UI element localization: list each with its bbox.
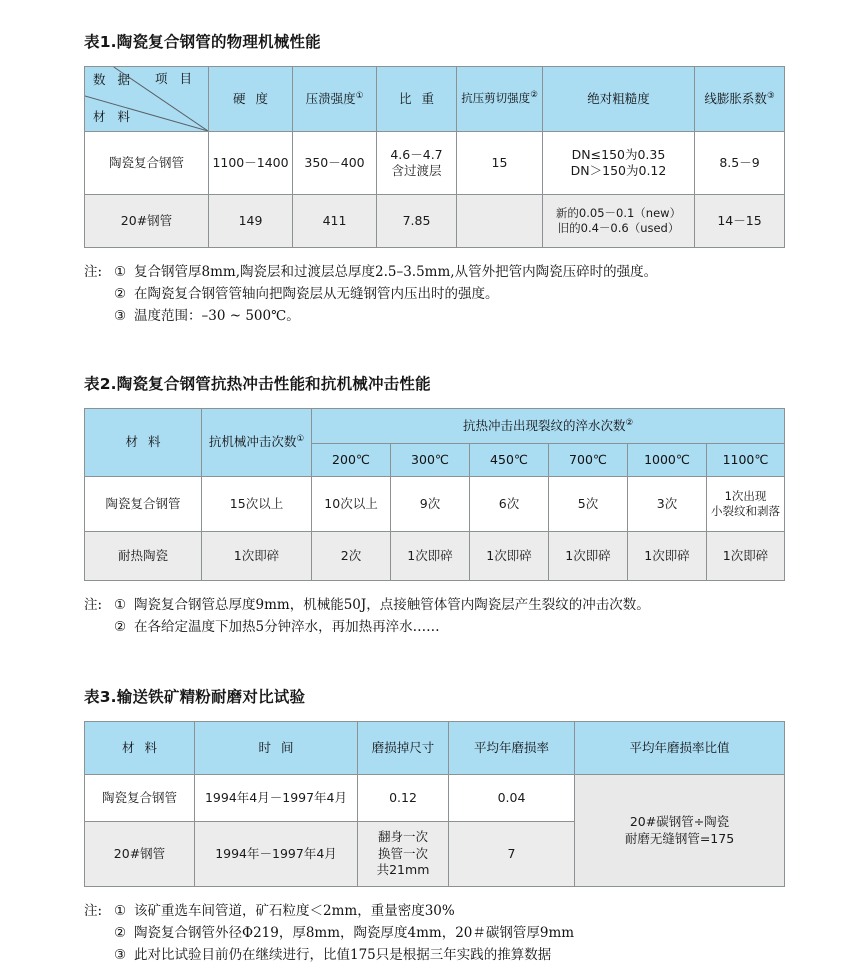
table3-r1-material: 陶瓷复合钢管 (85, 775, 195, 822)
table1-col-crush-strength: 压溃强度① (293, 67, 377, 132)
table2-temp-700: 700℃ (549, 444, 628, 477)
table1-title: 表1.陶瓷复合钢管的物理机械性能 (84, 33, 321, 51)
table1-r1-material: 陶瓷复合钢管 (85, 132, 209, 195)
table2-temp-300: 300℃ (391, 444, 470, 477)
table3-r2-avg: 7 (449, 822, 575, 887)
table3-r1-time: 1994年4月－1997年4月 (195, 775, 358, 822)
table2-notes (84, 595, 784, 639)
table2-r2-v5: 1次即碎 (707, 532, 785, 581)
table2-r1-v2: 6次 (470, 477, 549, 532)
table1-col-specific-gravity: 比 重 (377, 67, 457, 132)
table1-r2-roughness: 新的0.05－0.1（new） 旧的0.4－0.6（used） (543, 195, 695, 248)
note-item: ② 在陶瓷复合钢管管轴向把陶瓷层从无缝钢管内压出时的强度。 (114, 285, 499, 302)
table3-notes (84, 901, 784, 967)
table2-section (84, 372, 784, 639)
table2-r2-v3: 1次即碎 (549, 532, 628, 581)
table1-col-shear-strength: 抗压剪切强度② (457, 67, 543, 132)
table3 (84, 721, 785, 887)
table2-temp-200: 200℃ (312, 444, 391, 477)
footnote-mark-1: ① (355, 90, 364, 101)
table2-r2-material: 耐热陶瓷 (85, 532, 202, 581)
table-row (85, 132, 785, 195)
table1-r2-gravity: 7.85 (377, 195, 457, 248)
table2-temp-450: 450℃ (470, 444, 549, 477)
footnote-mark-1: ① (296, 434, 305, 445)
table1-r2-crush: 411 (293, 195, 377, 248)
footnote-mark-2: ② (625, 417, 634, 428)
table1-col-expansion: 线膨胀系数③ (695, 67, 785, 132)
table2-r1-v4: 3次 (628, 477, 707, 532)
note-item: ③ 温度范围：–30 ~ 500℃。 (114, 307, 300, 324)
table1-corner-cell (85, 67, 209, 132)
note-item: ② 陶瓷复合钢管外径Φ219，厚8mm，陶瓷厚度4mm，20＃碳钢管厚9mm (114, 924, 575, 941)
table2 (84, 408, 785, 581)
table3-r2-material: 20#钢管 (85, 822, 195, 887)
table2-r1-mech: 15次以上 (202, 477, 312, 532)
footnote-mark-2: ② (530, 90, 538, 101)
footnote-mark-3: ③ (766, 90, 775, 101)
table3-section (84, 685, 784, 967)
corner-label-material: 材 料 (93, 108, 134, 124)
table2-r1-v5: 1次出现 小裂纹和剥落 (707, 477, 785, 532)
table2-r2-v2: 1次即碎 (470, 532, 549, 581)
note-item: ② 在各给定温度下加热5分钟淬水，再加热再淬水…… (114, 618, 440, 635)
table2-col-mech-impact: 抗机械冲击次数① (202, 409, 312, 477)
table1-col-hardness: 硬 度 (209, 67, 293, 132)
table3-r1-wear: 0.12 (358, 775, 449, 822)
table1-r2-expansion: 14－15 (695, 195, 785, 248)
table3-ratio-cell: 20#碳钢管÷陶瓷 耐磨无缝钢管=175 (575, 775, 785, 887)
table1-col-roughness: 绝对粗糙度 (543, 67, 695, 132)
table2-r2-v1: 1次即碎 (391, 532, 470, 581)
corner-label-item: 项 目 (155, 71, 196, 86)
table-row (85, 775, 785, 822)
table-row (85, 532, 785, 581)
note-item: 注: ① 陶瓷复合钢管总厚度9mm，机械能50J，点接触管体管内陶瓷层产生裂纹的冲击次数。 (84, 597, 650, 613)
table2-col-material: 材 料 (85, 409, 202, 477)
table3-r1-avg: 0.04 (449, 775, 575, 822)
table2-r1-material: 陶瓷复合钢管 (85, 477, 202, 532)
table1-r1-gravity: 4.6－4.7 含过渡层 (377, 132, 457, 195)
table-row (85, 195, 785, 248)
table1-r2-hardness: 149 (209, 195, 293, 248)
note-item: 注: ① 复合钢管厚8mm,陶瓷层和过渡层总厚度2.5–3.5mm,从管外把管内陶瓷压碎时的强度。 (84, 264, 658, 280)
table1-r1-roughness: DN≤150为0.35 DN＞150为0.12 (543, 132, 695, 195)
table2-r2-v4: 1次即碎 (628, 532, 707, 581)
table2-temp-1100: 1100℃ (707, 444, 785, 477)
table1-r1-expansion: 8.5－9 (695, 132, 785, 195)
table2-r1-v0: 10次以上 (312, 477, 391, 532)
table1-r1-hardness: 1100－1400 (209, 132, 293, 195)
table3-col-avg-rate: 平均年磨损率 (449, 722, 575, 775)
table2-r2-mech: 1次即碎 (202, 532, 312, 581)
table1-header-row (85, 67, 785, 132)
table3-title: 表3.输送铁矿精粉耐磨对比试验 (84, 688, 306, 706)
table1-notes (84, 262, 784, 328)
table2-r1-v3: 5次 (549, 477, 628, 532)
table2-r2-v0: 2次 (312, 532, 391, 581)
table1 (84, 66, 785, 248)
table2-header-row-1 (85, 409, 785, 444)
table3-r2-wear: 翻身一次 换管一次 共21mm (358, 822, 449, 887)
table1-r1-shear: 15 (457, 132, 543, 195)
table1-r2-shear (457, 195, 543, 248)
note-item: 注: ① 该矿重选车间管道，矿石粒度＜2mm，重量密度30% (84, 903, 455, 919)
corner-label-data: 数 据 (93, 72, 134, 87)
note-item: ③ 此对比试验目前仍在继续进行，比值175只是根据三年实践的推算数据 (114, 946, 552, 963)
table2-r1-v1: 9次 (391, 477, 470, 532)
table3-col-time: 时 间 (195, 722, 358, 775)
table3-r2-time: 1994年－1997年4月 (195, 822, 358, 887)
table-row (85, 477, 785, 532)
table1-r1-crush: 350－400 (293, 132, 377, 195)
table3-col-wear-size: 磨损掉尺寸 (358, 722, 449, 775)
table3-header-row (85, 722, 785, 775)
table2-temp-1000: 1000℃ (628, 444, 707, 477)
table2-col-thermal-group: 抗热冲击出现裂纹的淬水次数② (312, 409, 785, 444)
table3-col-material: 材 料 (85, 722, 195, 775)
table2-title: 表2.陶瓷复合钢管抗热冲击性能和抗机械冲击性能 (84, 375, 431, 393)
table1-r2-material: 20#钢管 (85, 195, 209, 248)
table1-section (84, 30, 784, 328)
table3-col-ratio: 平均年磨损率比值 (575, 722, 785, 775)
